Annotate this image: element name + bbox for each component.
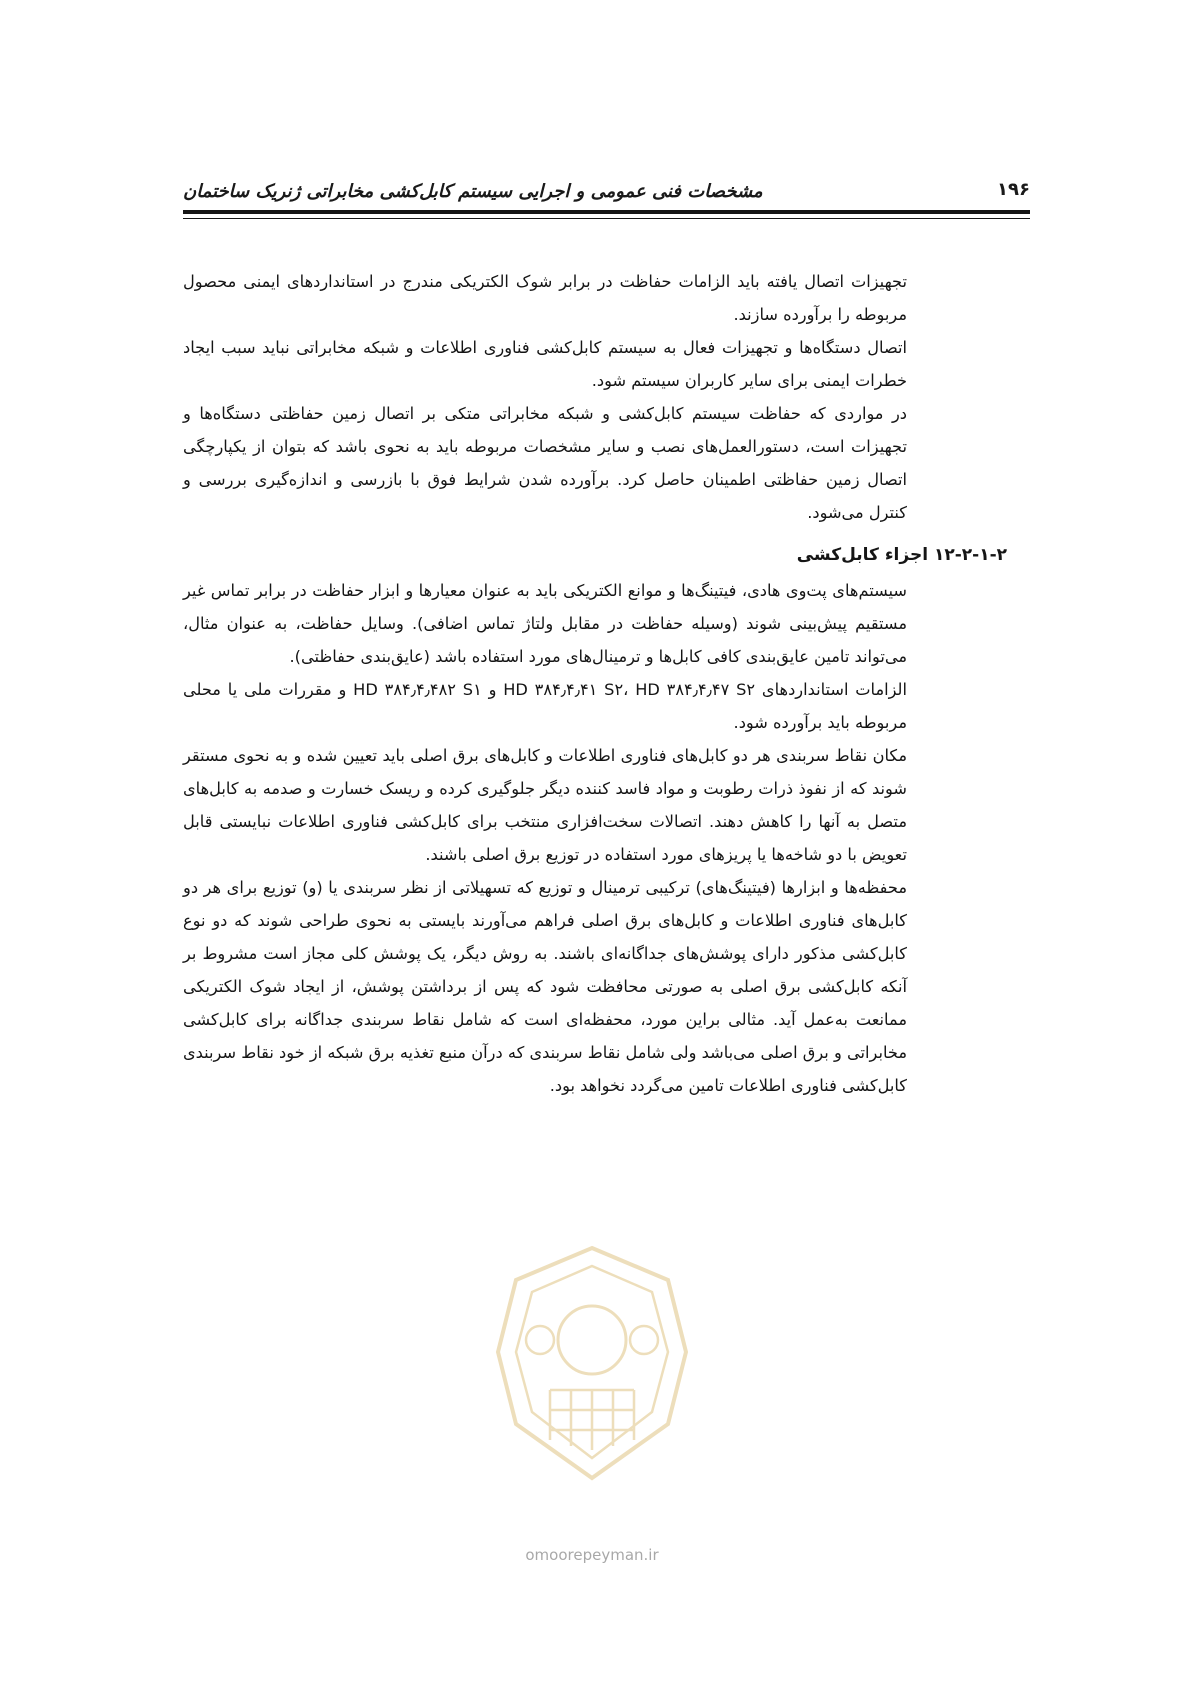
body-text — [183, 265, 1007, 1102]
section-heading: ۱۲-۲-۱-۲ اجزاء کابل‌کشی — [796, 545, 1007, 565]
paragraph: الزامات استانداردهای HD ۳۸۴٫۴٫۴۱ S۲، HD ۳۸۴٫۴٫۴۷ S۲ و HD ۳۸۴٫۴٫۴۸۲ S۱ و مقررات ملی یا محلی مربوطه باید برآورده شود. — [183, 680, 907, 732]
watermark-url: omoorepeyman.ir — [525, 1546, 659, 1564]
watermark-logo — [490, 1240, 695, 1485]
page-number: ۱۹۶ — [997, 179, 1030, 200]
header-rule-thin — [183, 218, 1030, 219]
paragraph: در مواردی که حفاظت سیستم کابل‌کشی و شبکه مخابراتی متکی بر اتصال زمین حفاظتی دستگاه‌ها و تجهیزات است، دستورالعمل‌های نصب و سایر مشخصات مربوطه باید به نحوی باشد که بتوان از یکپارچگی اتصال زمین حفاظتی اطمینان حاصل کرد. برآورده شدن شرایط فوق با بازرسی و اندازه‌گیری بررسی و کنترل می‌شود. — [183, 404, 907, 522]
header-rule-thick — [183, 210, 1030, 214]
paragraph: مکان نقاط سربندی هر دو کابل‌های فناوری اطلاعات و کابل‌های برق اصلی باید تعیین شده و به نحوی مستقر شوند که از نفوذ ذرات رطوبت و مواد فاسد کننده دیگر جلوگیری کرده و ریسک خسارت و صدمه به کابل‌های متصل به آنها را کاهش دهند. اتصالات سخت‌افزاری منتخب برای کابل‌کشی فناوری اطلاعات نبایستی قابل تعویض با دو شاخه‌ها یا پریزهای مورد استفاده در توزیع برق اصلی باشند. — [183, 746, 907, 864]
header-title: مشخصات فنی عمومی و اجرایی سیستم کابل‌کشی مخابراتی ژنریک ساختمان — [183, 181, 763, 202]
paragraph: اتصال دستگاه‌ها و تجهیزات فعال به سیستم کابل‌کشی فناوری اطلاعات و شبکه مخابراتی نباید سبب ایجاد خطرات ایمنی برای سایر کاربران سیستم شود. — [183, 338, 907, 390]
paragraph: تجهیزات اتصال یافته باید الزامات حفاظت در برابر شوک الکتریکی مندرج در استانداردهای ایمنی محصول مربوطه را برآورده سازند. — [183, 272, 907, 324]
paragraph: محفظه‌ها و ابزارها (فیتینگ‌های) ترکیبی ترمینال و توزیع که تسهیلاتی از نظر سربندی یا (و) توزیع برای هر دو کابل‌های فناوری اطلاعات و کابل‌های برق اصلی فراهم می‌آورند بایستی به نحوی طراحی شوند که دو نوع کابل‌کشی مذکور دارای پوشش‌های جداگانه‌ای باشند. به روش دیگر، یک پوشش کلی مجاز است مشروط بر آنکه کابل‌کشی برق اصلی به صورتی محافظت شود که پس از برداشتن پوشش، از ایجاد شوک الکتریکی ممانعت به‌عمل آید. مثالی براین مورد، محفظه‌ای است که شامل نقاط سربندی جداگانه برای کابل‌کشی مخابراتی و برق اصلی می‌باشد ولی شامل نقاط سربندی که درآن منبع تغذیه برق شبکه از خود نقاط سربندی کابل‌کشی فناوری اطلاعات تامین می‌گردد نخواهد بود. — [183, 878, 907, 1095]
paragraph: سیستم‌های پت‌وی هادی، فیتینگ‌ها و موانع الکتریکی باید به عنوان معیارها و ابزار حفاظت در برابر تماس غیر مستقیم پیش‌بینی شوند (وسیله حفاظت در مقابل ولتاژ تماس اضافی). وسایل حفاظت، به عنوان مثال، می‌تواند تامین عایق‌بندی کافی کابل‌ها و ترمینال‌های مورد استفاده باشد (عایق‌بندی حفاظتی). — [183, 581, 907, 666]
